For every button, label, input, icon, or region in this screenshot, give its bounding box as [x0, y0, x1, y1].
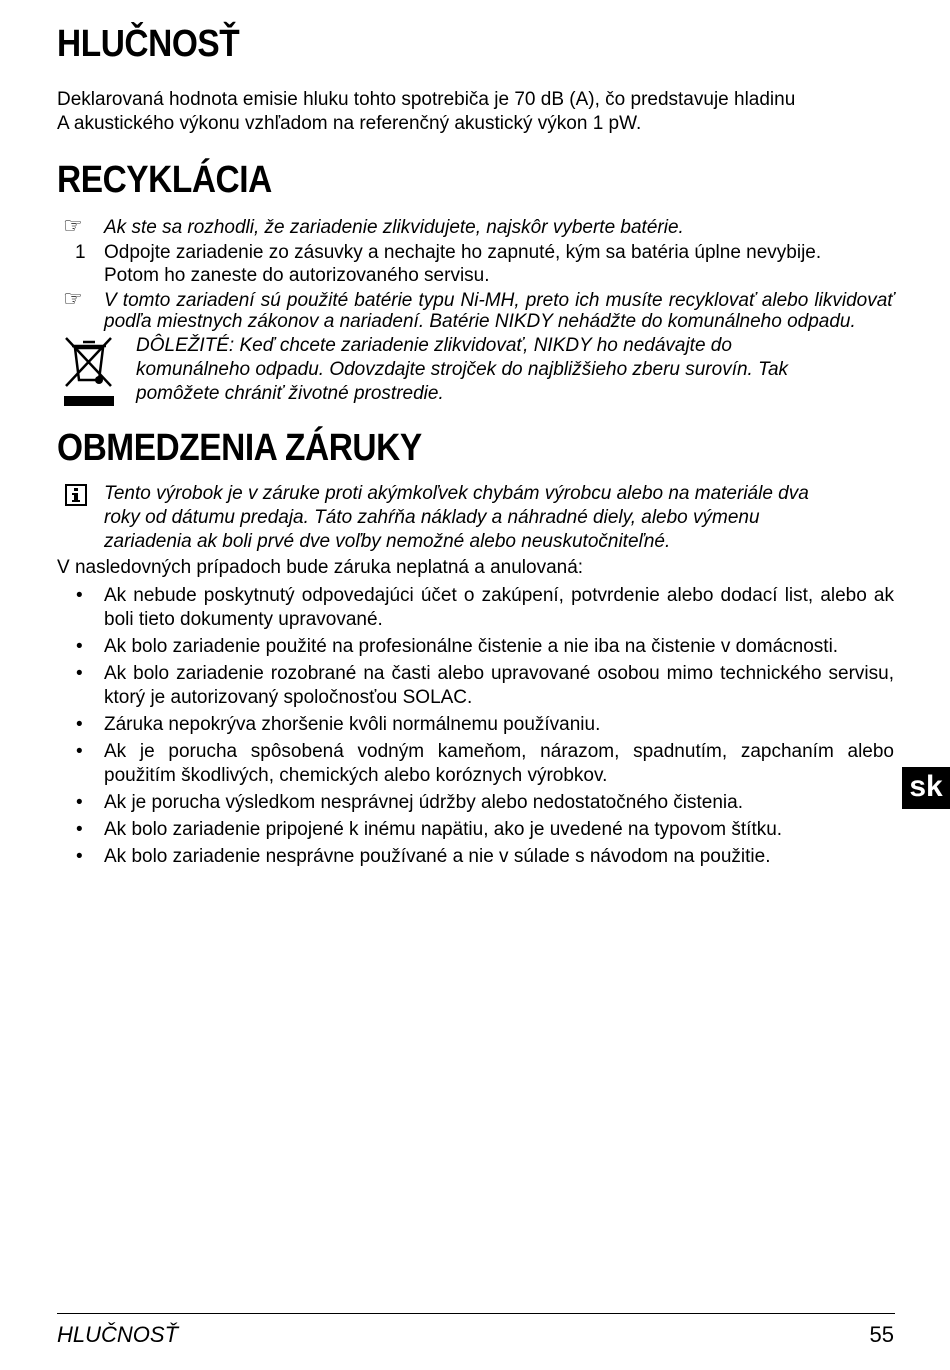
- pointing-hand-icon: ☞: [63, 213, 83, 238]
- language-tab: sk: [902, 767, 950, 809]
- page-content: [57, 22, 894, 872]
- noise-line-2: A akustického výkonu vzhľadom na referenčný akustický výkon 1 pW.: [57, 113, 642, 134]
- step-number: 1: [75, 242, 86, 263]
- recycling-step-1: [57, 241, 894, 287]
- weee-line-3: pomôžete chrániť životné prostredie.: [136, 383, 444, 404]
- list-item: [57, 740, 894, 788]
- bullet: •: [76, 741, 83, 762]
- bullet: •: [76, 792, 83, 813]
- list-item-text: Ak je porucha spôsobená vodným kameňom, nárazom, spadnutím, zapchaním alebo použitím škodlivých, chemických alebo koróznych výrobkov.: [104, 741, 894, 786]
- list-item-text: Záruka nepokrýva zhoršenie kvôli normálnemu používaniu.: [104, 714, 601, 735]
- footer-divider: [57, 1313, 895, 1314]
- warranty-info: [57, 482, 894, 554]
- list-item-text: Ak bolo zariadenie pripojené k inému napätiu, ako je uvedené na typovom štítku.: [104, 819, 783, 840]
- recycling-note-1: [57, 213, 894, 239]
- weee-line-2: komunálneho odpadu. Odovzdajte strojček do najbližšieho zberu surovín. Tak: [136, 359, 789, 380]
- recycling-note-2-text: V tomto zariadení sú použité batérie typu Ni-MH, preto ich musíte recyklovať alebo likvidovať podľa miestnych zákonov a nariadení. Batérie NIKDY nehádžte do komunálneho odpadu.: [104, 290, 894, 332]
- list-item: [57, 713, 894, 737]
- bullet: •: [76, 714, 83, 735]
- info-line-1: Tento výrobok je v záruke proti akýmkoľvek chybám výrobcu alebo na materiále dva: [104, 483, 809, 504]
- page-number: 55: [869, 1322, 894, 1347]
- list-item-text: Ak nebude poskytnutý odpovedajúci účet o zakúpení, potvrdenie alebo dodací list, alebo ak boli tieto dokumenty upravované.: [104, 585, 894, 630]
- bullet: •: [76, 819, 83, 840]
- bullet: •: [76, 585, 83, 606]
- list-item-text: Ak bolo zariadenie nesprávne používané a nie v súlade s návodom na použitie.: [104, 846, 771, 867]
- list-item-text: Ak bolo zariadenie použité na profesionálne čistenie a nie iba na čistenie v domácnosti.: [104, 636, 839, 657]
- noise-line-1: Deklarovaná hodnota emisie hluku tohto spotrebiča je 70 dB (A), čo predstavuje hladinu: [57, 89, 796, 110]
- list-item-text: Ak je porucha výsledkom nesprávnej údržby alebo nedostatočného čistenia.: [104, 792, 743, 813]
- list-item: [57, 845, 894, 869]
- list-item: [57, 635, 894, 659]
- bullet: •: [76, 663, 83, 684]
- footer-section-title: HLUČNOSŤ: [57, 1322, 179, 1347]
- info-line-3: zariadenia ak boli prvé dve voľby nemožné alebo neuskutočniteľné.: [104, 531, 671, 552]
- noise-paragraph: [57, 88, 894, 136]
- warranty-intro: V nasledovných prípadoch bude záruka neplatná a anulovaná:: [57, 557, 584, 578]
- list-item: [57, 791, 894, 815]
- warranty-heading: OBMEDZENIA ZÁRUKY: [57, 427, 422, 469]
- step-1-line-2: Potom ho zaneste do autorizovaného servisu.: [104, 265, 490, 286]
- pointing-hand-icon: ☞: [63, 286, 83, 311]
- bullet: •: [76, 636, 83, 657]
- noise-heading: HLUČNOSŤ: [57, 23, 240, 65]
- list-item: [57, 662, 894, 710]
- bullet: •: [76, 846, 83, 867]
- list-item: [57, 818, 894, 842]
- list-item: [57, 584, 894, 632]
- weee-notice: [57, 334, 894, 406]
- list-item-text: Ak bolo zariadenie rozobrané na časti alebo upravované osobou mimo technického servisu, ktorý je autorizovaný spoločnosťou SOLAC.: [104, 663, 894, 708]
- recycling-heading: RECYKLÁCIA: [57, 159, 272, 201]
- recycling-note-2: [57, 286, 894, 332]
- step-1-line-1: Odpojte zariadenie zo zásuvky a nechajte ho zapnuté, kým sa batéria úplne nevybije.: [104, 242, 822, 263]
- info-line-2: roky od dátumu predaja. Táto zahŕňa náklady a náhradné diely, alebo výmenu: [104, 507, 760, 528]
- crossed-out-wheelie-bin-icon: [61, 334, 117, 409]
- warranty-exclusions-list: [57, 584, 894, 869]
- recycling-note-1-text: Ak ste sa rozhodli, že zariadenie zlikvidujete, najskôr vyberte batérie.: [104, 217, 684, 238]
- info-icon: [65, 484, 87, 506]
- weee-line-1: DÔLEŽITÉ: Keď chcete zariadenie zlikvidovať, NIKDY ho nedávajte do: [136, 335, 732, 356]
